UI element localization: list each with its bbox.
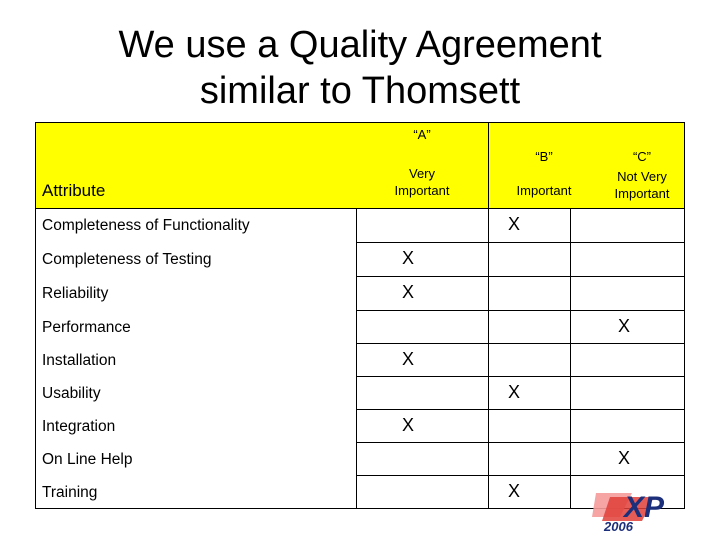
row-attribute-label: Integration (42, 418, 116, 435)
row-rating-mark: X (507, 382, 520, 402)
table-row (36, 442, 684, 475)
header-column-b (488, 123, 600, 208)
row-rating-mark: X (507, 481, 520, 501)
header-column-a (356, 123, 488, 208)
title-line-2: similar to Thomsett (199, 70, 521, 112)
logo-year-text: 2006 (604, 519, 633, 533)
row-attribute-label: Installation (42, 352, 117, 369)
attribute-header: Attribute (42, 181, 106, 200)
row-rating-mark: X (617, 448, 630, 468)
row-rating-mark: X (401, 248, 414, 268)
header-column-c (600, 123, 684, 208)
table-row (36, 376, 684, 409)
column-c-symbol: “C” (632, 149, 652, 164)
table-row (36, 310, 684, 343)
table-row (36, 276, 684, 309)
column-a-symbol: “A” (413, 127, 431, 142)
column-a-name-line1: Very (408, 166, 435, 181)
table-row (36, 242, 684, 275)
table-row (36, 343, 684, 376)
row-divider (356, 475, 684, 476)
row-rating-mark: X (401, 282, 414, 302)
xp-2006-logo-icon (592, 483, 692, 533)
row-divider (356, 242, 684, 243)
row-divider (356, 409, 684, 410)
table-row (36, 409, 684, 442)
title-line-1: We use a Quality Agreement (118, 24, 602, 66)
row-divider (356, 343, 684, 344)
column-b-symbol: “B” (535, 149, 553, 164)
header-attribute-cell (36, 123, 356, 208)
row-divider (356, 376, 684, 377)
quality-agreement-table (35, 122, 685, 509)
row-rating-mark: X (617, 316, 630, 336)
table-row (36, 475, 684, 508)
logo-main-text: XP (624, 491, 665, 524)
table-header (36, 123, 684, 209)
row-attribute-label: Completeness of Testing (42, 251, 212, 268)
row-rating-mark: X (507, 214, 520, 234)
row-rating-mark: X (401, 415, 414, 435)
column-c-name-line2: Important (614, 186, 670, 201)
row-attribute-label: Usability (42, 385, 101, 402)
row-attribute-label: Performance (42, 319, 131, 336)
row-divider (356, 276, 684, 277)
row-attribute-label: Reliability (42, 285, 109, 302)
row-rating-mark: X (401, 349, 414, 369)
row-divider (356, 310, 684, 311)
column-b-name-line1: Important (516, 183, 572, 198)
row-divider (356, 442, 684, 443)
slide-title (0, 22, 720, 114)
row-attribute-label: On Line Help (42, 451, 133, 468)
row-attribute-label: Training (42, 484, 98, 501)
column-a-name-line2: Important (394, 183, 450, 198)
row-attribute-label: Completeness of Functionality (42, 217, 250, 234)
column-c-name-line1: Not Very (617, 169, 667, 184)
table-row (36, 208, 684, 241)
